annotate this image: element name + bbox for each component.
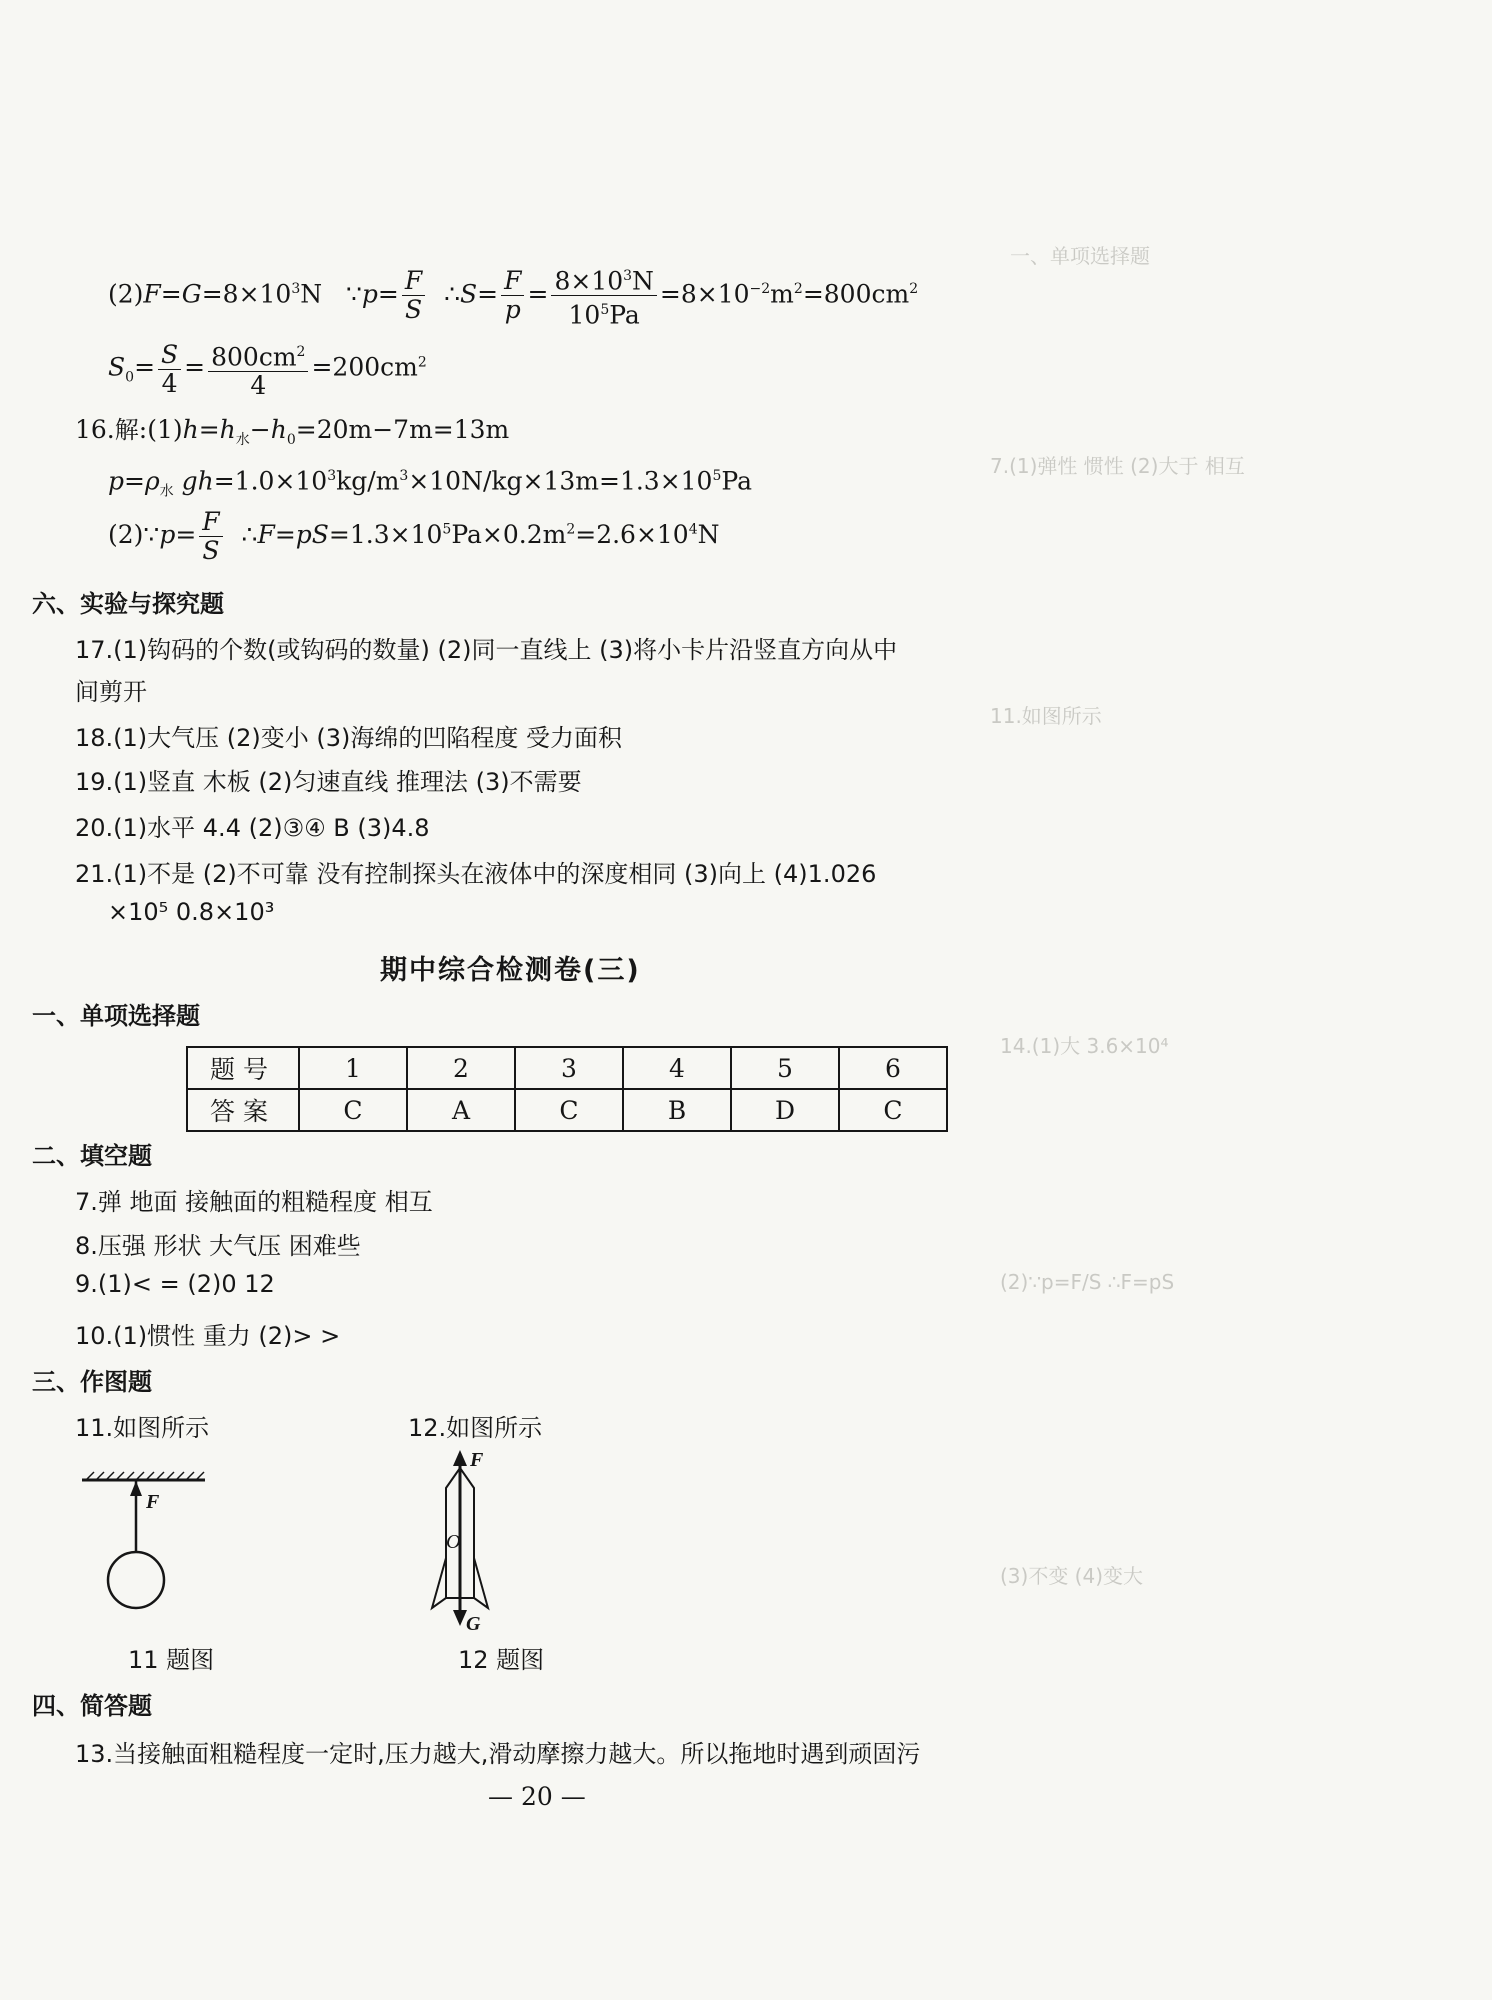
table-cell: 3: [515, 1047, 623, 1089]
figure-11-caption: 11 题图: [128, 1646, 215, 1674]
table-row: [187, 1089, 947, 1131]
answer-8: 8.压强 形状 大气压 困难些: [75, 1232, 361, 1260]
answer-12: 12.如图所示: [408, 1414, 543, 1442]
answer-13: 13.当接触面粗糙程度一定时,压力越大,滑动摩擦力越大。所以拖地时遇到顽固污: [75, 1740, 921, 1768]
answer-17-line2: 间剪开: [75, 678, 147, 706]
answer-table: [186, 1046, 948, 1132]
ball: [108, 1552, 164, 1608]
answer-21-line1: 21.(1)不是 (2)不可靠 没有控制探头在液体中的深度相同 (3)向上 (4)1.026: [75, 860, 877, 888]
table-cell: D: [731, 1089, 839, 1131]
answer-7: 7.弹 地面 接触面的粗糙程度 相互: [75, 1188, 433, 1216]
table-row: [187, 1047, 947, 1089]
equation-16-p: $p=\rho_水$ $gh=1.0\times 10^3kg/m^3\times 10N/kg\times 13m=1.3\times 10^5Pa$: [108, 466, 752, 500]
force-F-arrow-head: [453, 1450, 467, 1466]
table-cell: C: [515, 1089, 623, 1131]
force-label-F: F: [470, 1449, 484, 1471]
table-cell: 5: [731, 1047, 839, 1089]
answer-19: 19.(1)竖直 木板 (2)匀速直线 推理法 (3)不需要: [75, 768, 582, 796]
page-number: — 20 —: [488, 1782, 586, 1811]
figure-12-caption: 12 题图: [458, 1646, 545, 1674]
force-label-G: G: [466, 1613, 481, 1635]
force-G-arrow-head: [453, 1610, 467, 1626]
table-cell: 2: [407, 1047, 515, 1089]
force-arrow-head: [130, 1481, 142, 1496]
table-cell: 6: [839, 1047, 947, 1089]
answer-17-line1: 17.(1)钩码的个数(或钩码的数量) (2)同一直线上 (3)将小卡片沿竖直方向从中: [75, 636, 898, 664]
answer-9: 9.(1)< = (2)0 12: [75, 1270, 275, 1298]
answer-11: 11.如图所示: [75, 1414, 210, 1442]
center-label-O: O: [446, 1531, 461, 1553]
table-row-label: 题号: [187, 1047, 299, 1089]
table-cell: 4: [623, 1047, 731, 1089]
force-label-F: F: [146, 1491, 160, 1513]
equation-15-2: $(2)F=G=8\times 10^3N$ ∵p= $\frac{F}{S}$ ∴S= $\frac{F}{p}$ = $\frac{8\times 10^3N}{10^5Pa}$ $=8\times 10^{-2}m^2=800cm^2$: [108, 262, 918, 330]
section-heading-4: 四、简答题: [32, 1692, 152, 1720]
table-cell: B: [623, 1089, 731, 1131]
section-heading-2: 二、填空题: [32, 1142, 152, 1170]
equation-s0: $S_0=$ $\frac{S}{4}$ = $\frac{800cm^2}{4}$ $=200cm^2$: [108, 339, 427, 401]
table-cell: A: [407, 1089, 515, 1131]
figure-11: [70, 1460, 240, 1610]
figure-12: [420, 1448, 530, 1638]
section-heading-6: 六、实验与探究题: [32, 590, 224, 618]
equation-16-1: 16.解$:(1)h=h_水-h_0=20m-7m=13m$: [75, 415, 510, 448]
exam-title: 期中综合检测卷(三): [380, 955, 641, 986]
table-row-label: 答案: [187, 1089, 299, 1131]
table-cell: C: [299, 1089, 407, 1131]
section-heading-1: 一、单项选择题: [32, 1002, 200, 1030]
answer-21-line2: ×10⁵ 0.8×10³: [108, 898, 275, 926]
table-cell: 1: [299, 1047, 407, 1089]
table-cell: C: [839, 1089, 947, 1131]
answer-10: 10.(1)惯性 重力 (2)> >: [75, 1322, 341, 1350]
answer-18: 18.(1)大气压 (2)变小 (3)海绵的凹陷程度 受力面积: [75, 724, 623, 752]
equation-16-2: (2)∵p= $\frac{F}{S}$ $\therefore F=pS=1.3\times 10^5Pa\times 0.2m^2=2.6\times 10^4N$: [108, 507, 720, 565]
answer-20: 20.(1)水平 4.4 (2)③④ B (3)4.8: [75, 814, 430, 842]
section-heading-3: 三、作图题: [32, 1368, 152, 1396]
rocket-left-fin: [432, 1558, 446, 1608]
rocket-right-fin: [474, 1558, 488, 1608]
